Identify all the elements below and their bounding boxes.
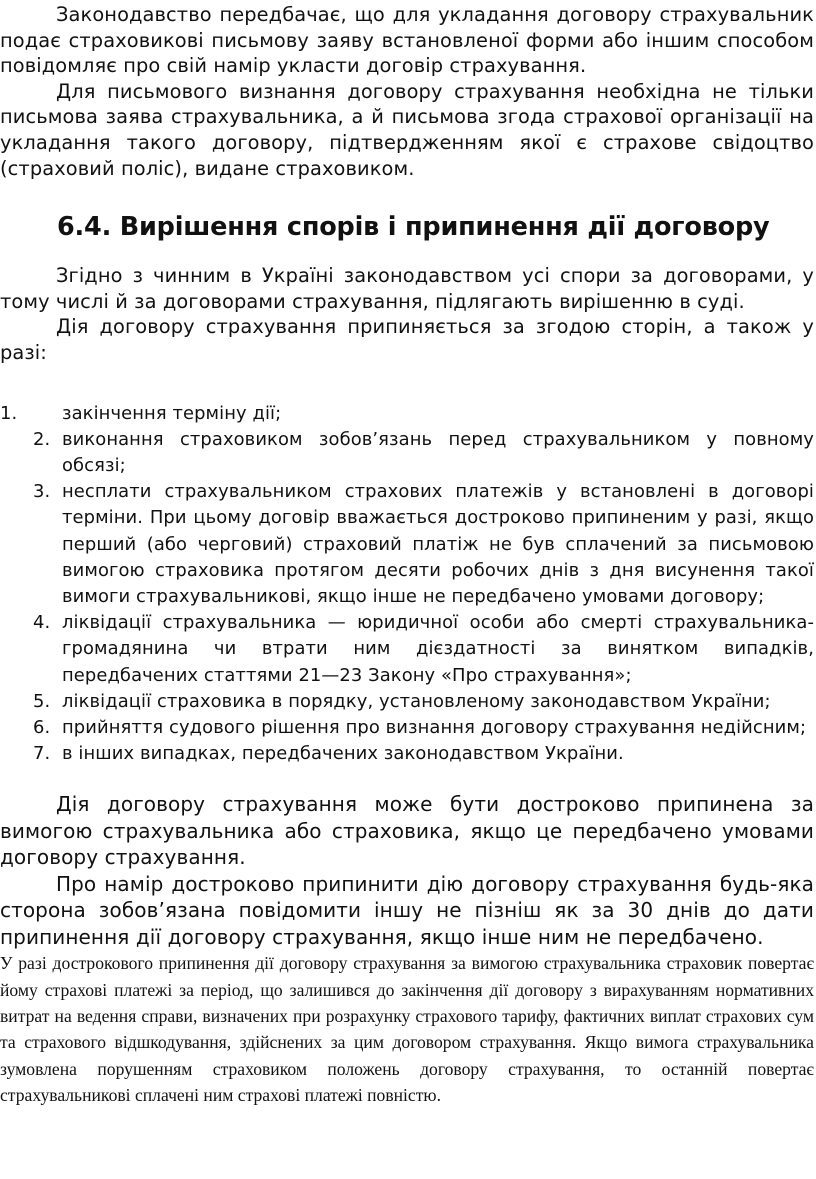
list-item-text: ліквідації страхувальника — юридичної особи або смерті страхувальника-громадянина чи втрати ним дієздатності за винятком випадків, передбачених статтями 21—23 Закону «Про страхування»; <box>62 612 814 686</box>
list-item-number: 5. <box>33 690 51 712</box>
section-paragraph-2: Дія договору страхування припиняється за згодою сторін, а також у разі: <box>0 315 814 364</box>
list-item-number: 3. <box>33 481 51 503</box>
termination-list <box>0 401 814 768</box>
list-item <box>0 427 814 479</box>
list-item-number: 6. <box>33 716 51 738</box>
list-item <box>0 715 814 741</box>
final-paragraph: У разі дострокового припинення дії договору страхування за вимогою страхувальника страховик повертає йому страхові платежі за період, що залишився до закінчення дії договору з вирахуванням нормативних витрат на ведення справи, визначених при розрахунку страхового тарифу, фактичних виплат страхових сум та страхового відшкодування, здійснених за цим договором страхування. Якщо вимога страхувальника зумовлена порушенням страховиком положень договору страхування, то останній повертає страхувальникові сплачені ним страхові платежі повністю. <box>0 953 814 1105</box>
closing-paragraph-1: Дія договору страхування може бути достроково припинена за вимогою страхувальника або страховика, якщо це передбачено умовами договору страхування. <box>0 792 814 870</box>
list-item-text: прийняття судового рішення про визнання договору страхування недійсним; <box>62 716 807 738</box>
intro-paragraph-1: Законодавство передбачає, що для укладання договору страхувальник подає страховикові письмову заяву встановленої форми або іншим способом повідомляє про свій намір укласти договір страхування. <box>0 3 814 78</box>
list-item-number: 7. <box>33 743 51 765</box>
list-item <box>0 741 814 767</box>
section-paragraph-1: Згідно з чинним в Україні законодавством усі спори за договорами, у тому числі й за договорами страхування, підлягають вирішенню в суді. <box>0 264 814 313</box>
list-item <box>0 479 814 610</box>
list-item-text: виконання страховиком зобов’язань перед страхувальником у повному обсязі; <box>62 428 814 476</box>
list-item-number: 1. <box>0 402 18 424</box>
intro-paragraph-2: Для письмового визнання договору страхування необхідна не тільки письмова заява страхувальника, а й письмова згода страхової організації на укладання такого договору, підтвердженням якої є страхове свідоцтво (страховий поліс), видане страховиком. <box>0 79 814 180</box>
list-item-number: 2. <box>33 428 51 450</box>
list-item-text: ліквідації страховика в порядку, установленому законодавством України; <box>62 690 771 712</box>
spacer <box>0 243 814 263</box>
closing-paragraph-2: Про намір достроково припинити дію договору страхування будь-яка сторона зобов’язана повідомити іншу не пізніш як за 30 днів до дати припинення дії договору страхування, якщо інше ним не передбачено. <box>0 871 814 949</box>
list-item-number: 4. <box>33 612 51 634</box>
list-item <box>0 689 814 715</box>
list-item-text: в інших випадках, передбачених законодавством України. <box>62 743 624 765</box>
spacer <box>0 767 814 791</box>
list-item-text: закінчення терміну дії; <box>62 402 282 424</box>
list-item <box>0 401 814 427</box>
list-item <box>0 610 814 689</box>
list-item-text: несплати страхувальником страхових платежів у встановлені в договорі терміни. При цьому договір вважається достроково припиненим у разі, якщо перший (або черговий) страховий платіж не був сплачений за письмовою вимогою страховика протягом десяти робочих днів з дня висунення такої вимоги страхувальникові, якщо інше не передбачено умовами договору; <box>62 481 814 607</box>
section-heading: 6.4. Вирішення спорів і припинення дії договору <box>57 212 770 243</box>
